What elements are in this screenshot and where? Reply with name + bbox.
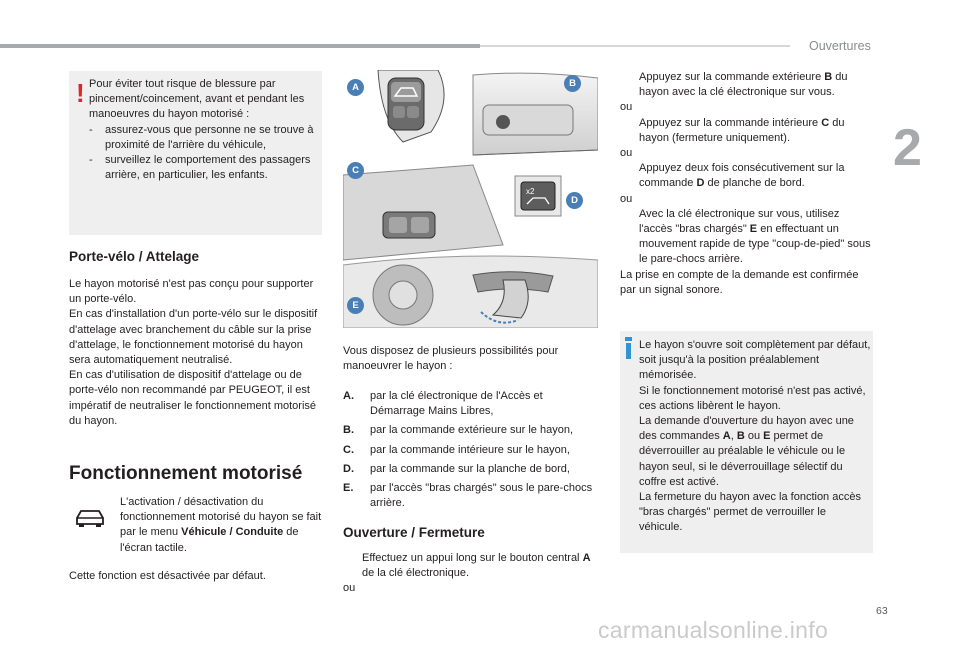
- list-item: Appuyez sur la commande intérieure C du hayon (fermeture uniquement).: [639, 116, 845, 144]
- warning-item: - assurez-vous que personne ne se trouve à proximité de l'arrière du véhicule,: [89, 123, 314, 151]
- info-icon-dot: [625, 337, 632, 341]
- header-rule-light: [480, 45, 790, 47]
- dashboard-button-panel: [515, 176, 561, 216]
- ouverture-text: Effectuez un appui long sur le bouton central A de la clé électronique. ou: [343, 551, 598, 597]
- tailgate-controls-illustration: [343, 70, 598, 328]
- watermark: carmanualsonline.info: [598, 617, 829, 643]
- list-item: Avec la clé électronique sur vous, utilisez l'accès "bras chargés" E en effectuant un mouvement rapide de type "coup-de-pied" sous le pare-chocs arrière.: [639, 207, 871, 266]
- warning-text: [89, 77, 317, 183]
- figure-label-a: A: [347, 79, 364, 96]
- heading-ouverture: Ouverture / Fermeture: [343, 525, 485, 540]
- heading-porte-velo: Porte-vélo / Attelage: [69, 249, 200, 264]
- warning-item: - surveillez le comportement des passagers arrière, en particulier, les enfants.: [89, 154, 311, 182]
- activation-text: L'activation / désactivation du fonctionnement motorisé du hayon se fait par le menu Véhicule / Conduite de l'écran tactile.: [120, 496, 322, 554]
- warning-intro: Pour éviter tout risque de blessure par pincement/coincement, avant et pendant les manoeuvres du hayon motorisé :: [89, 78, 305, 121]
- figure-label-c: C: [347, 162, 364, 179]
- header-rule: [0, 44, 480, 48]
- section-title: Ouvertures: [809, 39, 871, 53]
- porte-velo-text: Le hayon motorisé n'est pas conçu pour supporter un porte-vélo. En cas d'installation d'un porte-vélo sur le dispositif d'attelage avec branchement du câble sur la prise d'attelage, le fonctionnement motorisé du hayon sera automatiquement neutralisé. En cas d'utilisation de dispositif d'attelage ou de porte-vélo non recommandé par PEUGEOT, il est impératif de neutraliser le fonctionnement motorisé du hayon.: [69, 278, 318, 427]
- page-number: 63: [876, 605, 888, 617]
- ouverture-continued: Appuyez sur la commande extérieure B du hayon avec la clé électronique sur vous. ou Appuyez sur la commande intérieure C du hayon (fermeture uniquement). ou Appuyez deux fois consécutivement sur la commande D de planche de bord. ou Avec la clé électronique sur vous, utilisez l'accès "bras chargés" E en effectuant un mouvement rapide de type "coup-de-pied" sous le pare-chocs arrière. La prise en compte de la demande est confirmée par un signal sonore.: [620, 70, 875, 298]
- list-item: D. par la commande sur la planche de bord,: [343, 462, 570, 475]
- list-item: Effectuez un appui long sur le bouton central A de la clé électronique.: [362, 552, 591, 580]
- warning-icon: !: [76, 78, 85, 108]
- list-item: E. par l'accès "bras chargés" sous le pare-chocs arrière.: [343, 482, 593, 510]
- possibilities-list: [343, 389, 598, 515]
- list-item: Appuyez deux fois consécutivement sur la commande D de planche de bord.: [639, 162, 845, 190]
- confirm-text: La prise en compte de la demande est confirmée par un signal sonore.: [620, 268, 859, 296]
- list-item: C. par la commande intérieure sur le hayon,: [343, 443, 570, 456]
- rear-bumper: [343, 256, 598, 328]
- chapter-number: 2: [893, 119, 922, 177]
- car-menu-icon: [74, 508, 106, 528]
- list-item: B. par la commande extérieure sur le hayon,: [343, 424, 573, 437]
- list-item: A. par la clé électronique de l'Accès et Démarrage Mains Libres,: [343, 390, 543, 418]
- figure-label-e: E: [347, 297, 364, 314]
- info-text: Le hayon s'ouvre soit complètement par défaut, soit jusqu'à la position préalablement mémorisée. Si le fonctionnement motorisé n'est pas activé, ces actions libèrent le hayon. La demande d'ouverture du hayon avec une des commandes A, B ou E permet de déverrouiller au préalable le véhicule ou le hayon seul, si le déverrouillage sélectif du coffre est activé. La fermeture du hayon avec la fonction accès "bras chargés" permet de verrouiller le véhicule.: [639, 339, 871, 534]
- dashboard-button-text: x2: [526, 187, 535, 196]
- tailgate-interior: [343, 165, 503, 260]
- default-text: Cette fonction est désactivée par défaut.: [69, 570, 266, 582]
- heading-fonctionnement: Fonctionnement motorisé: [69, 463, 303, 484]
- figure-label-b: B: [564, 75, 581, 92]
- info-icon: [626, 343, 631, 359]
- figure-label-d: D: [566, 192, 583, 209]
- list-item: Appuyez sur la commande extérieure B du hayon avec la clé électronique sur vous.: [639, 71, 848, 99]
- possibilities-intro: Vous disposez de plusieurs possibilités pour manoeuvrer le hayon :: [343, 345, 559, 373]
- key-fob: [378, 70, 444, 142]
